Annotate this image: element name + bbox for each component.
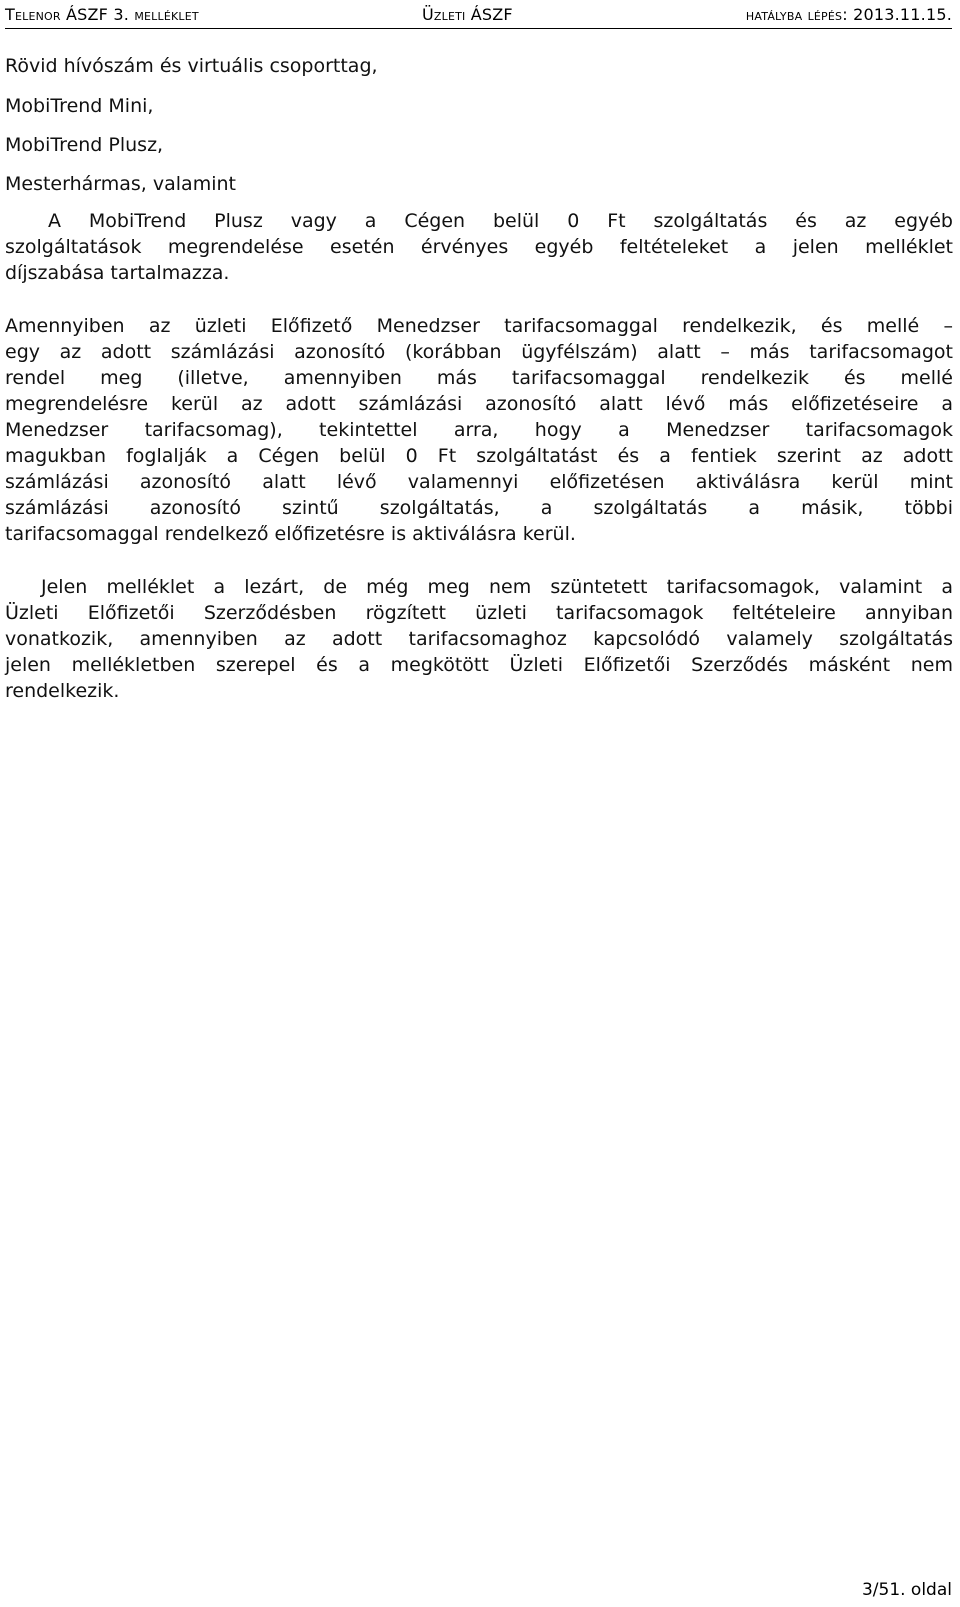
header-document-title: Telenor ÁSZF 3. melléklet xyxy=(5,5,199,24)
paragraph-line: jelen mellékletben szerepel és a megkötött Üzleti Előfizetői Szerződés másként nem xyxy=(5,654,953,676)
paragraph-line: rendel meg (illetve, amennyiben más tarifacsomaggal rendelkezik és mellé xyxy=(5,367,953,389)
paragraph-line: rendelkezik. xyxy=(5,680,120,702)
page-number: 3/51. oldal xyxy=(861,1580,952,1600)
paragraph-mobitrend-conditions xyxy=(5,208,953,286)
page-header xyxy=(5,6,952,29)
header-section-title: Üzleti ÁSZF xyxy=(422,5,513,24)
paragraph-menedzser-package xyxy=(5,313,953,547)
list-item: Rövid hívószám és virtuális csoporttag, xyxy=(5,55,378,77)
paragraph-closed-packages xyxy=(5,574,953,704)
paragraph-line: megrendelésre kerül az adott számlázási azonosító alatt lévő más előfizetéseire a xyxy=(5,393,953,415)
paragraph-line: díjszabása tartalmazza. xyxy=(5,262,230,284)
list-item: MobiTrend Plusz, xyxy=(5,134,164,156)
paragraph-line: Jelen melléklet a lezárt, de még meg nem szüntetett tarifacsomagok, valamint a xyxy=(41,576,953,598)
header-effective-date: hatályba lépés: 2013.11.15. xyxy=(745,5,952,24)
paragraph-line: szolgáltatások megrendelése esetén érvényes egyéb feltételeket a jelen melléklet xyxy=(5,236,953,258)
list-item: Mesterhármas, valamint xyxy=(5,173,236,195)
paragraph-line: Üzleti Előfizetői Szerződésben rögzített üzleti tarifacsomagok feltételeire annyiban xyxy=(5,602,953,624)
paragraph-line: vonatkozik, amennyiben az adott tarifacsomaghoz kapcsolódó valamely szolgáltatás xyxy=(5,628,953,650)
paragraph-line: Amennyiben az üzleti Előfizető Menedzser tarifacsomaggal rendelkezik, és mellé – xyxy=(5,315,953,337)
list-item: MobiTrend Mini, xyxy=(5,95,154,117)
paragraph-line: magukban foglalják a Cégen belül 0 Ft szolgáltatást és a fentiek szerint az adott xyxy=(5,445,953,467)
paragraph-line: Menedzser tarifacsomag), tekintettel arra, hogy a Menedzser tarifacsomagok xyxy=(5,419,953,441)
paragraph-line: A MobiTrend Plusz vagy a Cégen belül 0 Ft szolgáltatás és az egyéb xyxy=(48,210,953,232)
paragraph-line: tarifacsomaggal rendelkező előfizetésre is aktiválásra kerül. xyxy=(5,523,576,545)
paragraph-line: számlázási azonosító szintű szolgáltatás, a szolgáltatás a másik, többi xyxy=(5,497,953,519)
paragraph-line: egy az adott számlázási azonosító (korábban ügyfélszám) alatt – más tarifacsomagot xyxy=(5,341,953,363)
paragraph-line: számlázási azonosító alatt lévő valamennyi előfizetésen aktiválásra kerül mint xyxy=(5,471,953,493)
